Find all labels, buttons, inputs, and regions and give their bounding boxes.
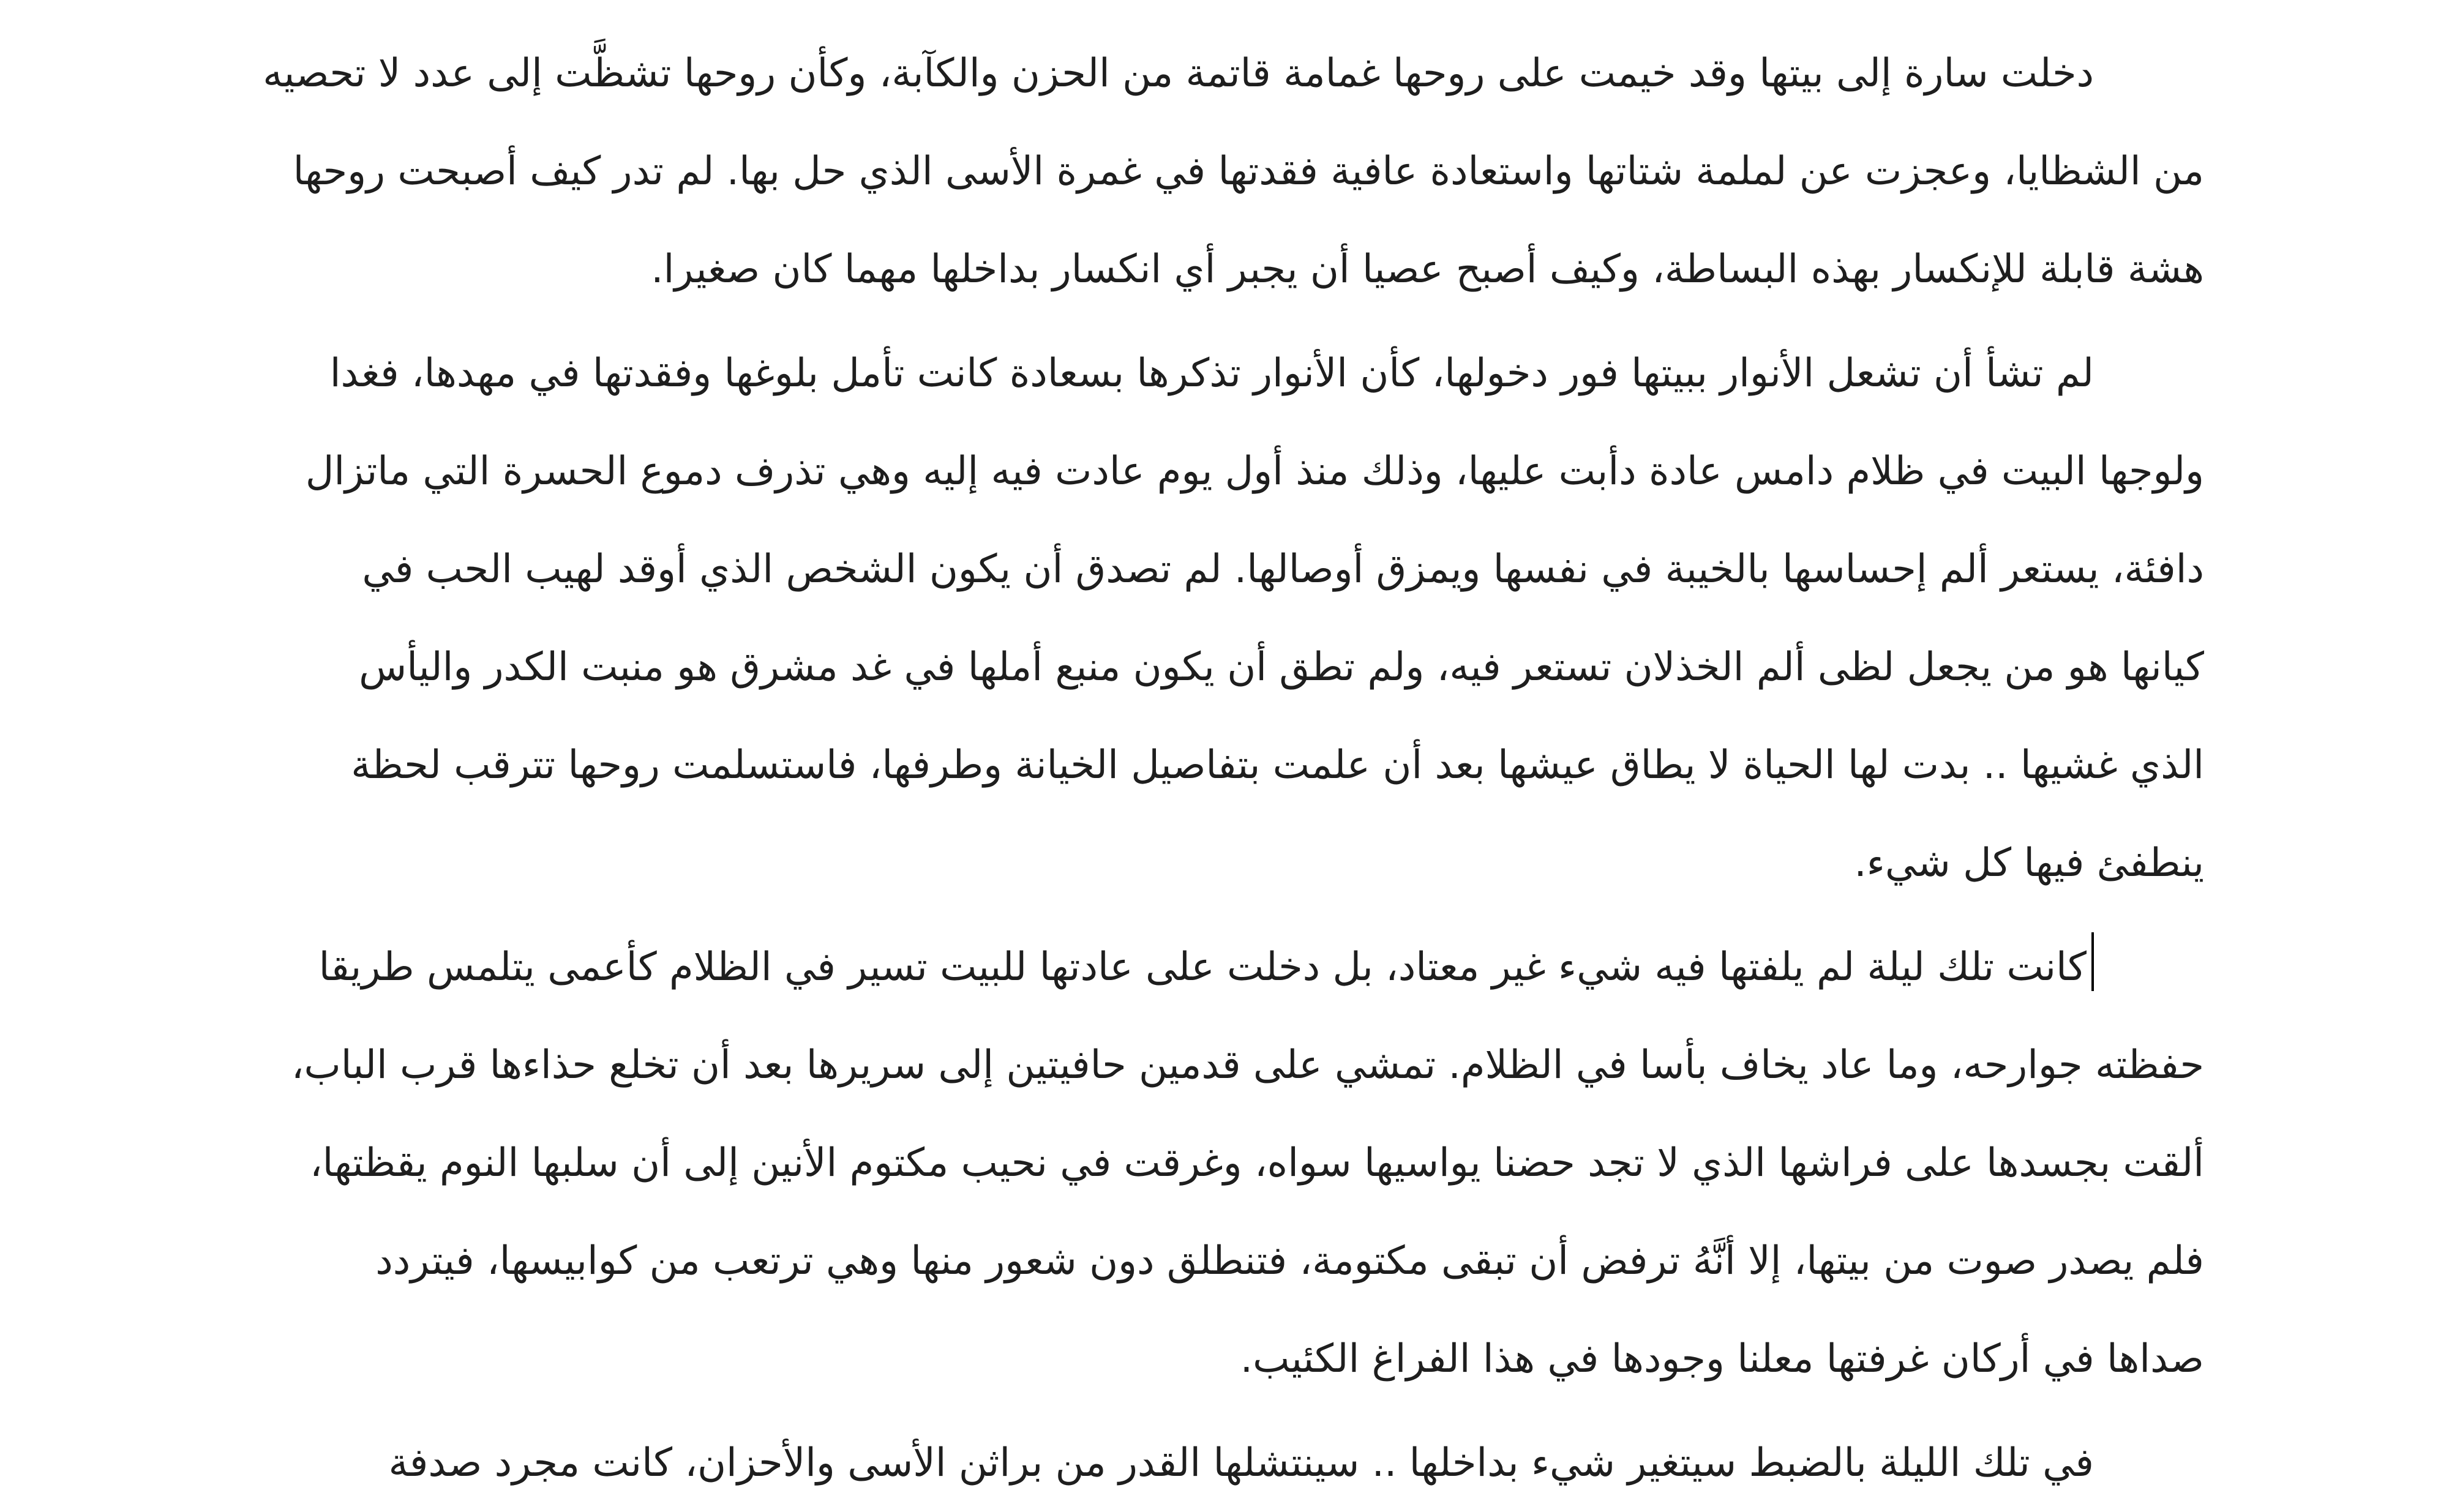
paragraph-line: فلم يصدر صوت من بيتها، إلا أنَّهُ ترفض أن تبقى مكتومة، فتنطلق دون شعور منها وهي ترتعب من كوابيسها، فيتردد	[375, 1238, 2204, 1284]
paragraph-line: دافئة، يستعر ألم إحساسها بالخيبة في نفسها ويمزق أوصالها. لم تصدق أن يكون الشخص الذي أوقد لهيب الحب في	[362, 547, 2204, 592]
paragraph-line: دخلت سارة إلى بيتها وقد خيمت على روحها غمامة قاتمة من الحزن والكآبة، وكأن روحها تشظَّت إلى عدد لا تحصيه	[263, 51, 2094, 96]
text-cursor	[2091, 932, 2094, 991]
paragraph-line: ينطفئ فيها كل شيء.	[1854, 840, 2204, 886]
paragraph-line: لم تشأ أن تشعل الأنوار ببيتها فور دخولها، كأن الأنوار تذكرها بسعادة كانت تأمل بلوغها وفقدتها في مهدها، فغدا	[329, 351, 2094, 396]
paragraph-1	[257, 24, 2204, 318]
paragraph-line	[319, 945, 2204, 990]
paragraph-3	[257, 918, 2204, 1408]
paragraph-2	[257, 324, 2204, 912]
paragraph-line: من الشظايا، وعجزت عن لملمة شتاتها واستعادة عافية فقدتها في غمرة الأسى الذي حل بها. لم تدر كيف أصبحت روحها	[293, 149, 2204, 194]
paragraph-line: في تلك الليلة بالضبط سيتغير شيء بداخلها .. سينتشلها القدر من براثن الأسى والأحزان، كانت مجرد صدفة	[388, 1440, 2094, 1486]
paragraph-line: صداها في أركان غرفتها معلنا وجودها في هذا الفراغ الكئيب.	[1240, 1336, 2204, 1382]
paragraph-line: الذي غشيها .. بدت لها الحياة لا يطاق عيشها بعد أن علمت بتفاصيل الخيانة وطرفها، فاستسلمت روحها تترقب لحظة	[351, 743, 2204, 788]
paragraph-line: كيانها هو من يجعل لظى ألم الخذلان تستعر فيه، ولم تطق أن يكون منبع أملها في غد مشرق هو منبت الكدر واليأس	[359, 645, 2204, 690]
paragraph-line: ألقت بجسدها على فراشها الذي لا تجد حضنا يواسيها سواه، وغرقت في نحيب مكتوم الأنين إلى أن سلبها النوم يقظتها،	[310, 1140, 2204, 1186]
paragraph-line: حفظته جوارحه، وما عاد يخاف بأسا في الظلام. تمشي على قدمين حافيتين إلى سريرها بعد أن تخلع حذاءها قرب الباب،	[291, 1042, 2204, 1088]
paragraph-line: ولوجها البيت في ظلام دامس عادة دأبت عليها، وذلك منذ أول يوم عادت فيه إليه وهي تذرف دموع الحسرة التي ماتزال	[305, 449, 2204, 494]
paragraph-line-text: كانت تلك ليلة لم يلفتها فيه شيء غير معتاد، بل دخلت على عادتها للبيت تسير في الظلام كأعمى يتلمس طريقا	[318, 945, 2087, 990]
paragraph-4	[257, 1414, 2204, 1512]
paragraph-line: هشة قابلة للإنكسار بهذه البساطة، وكيف أصبح عصيا أن يجبر أي انكسار بداخلها مهما كان صغيرا.	[651, 247, 2204, 292]
document-body[interactable]	[257, 24, 2204, 1512]
